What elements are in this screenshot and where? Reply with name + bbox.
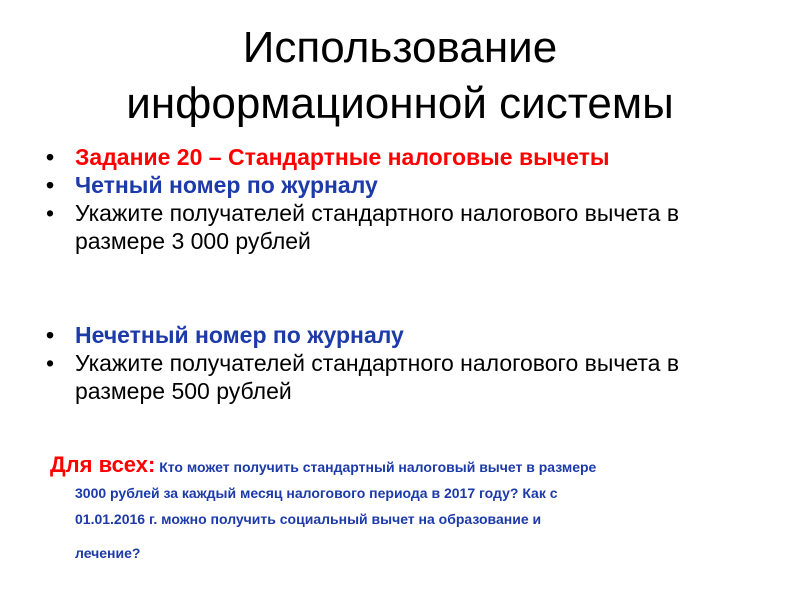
footer-line-2: 3000 рублей за каждый месяц налогового периода в 2017 году? Как с <box>75 485 558 501</box>
footer-line-3: 01.01.2016 г. можно получить социальный вычет на образование и <box>75 511 542 527</box>
slide-title-line-2: информационной системы <box>126 79 674 128</box>
footer-line-4: лечение? <box>75 545 141 561</box>
bullet-icon: • <box>46 322 55 348</box>
bullet-icon: • <box>46 350 55 376</box>
bullet-list <box>40 143 740 405</box>
bullet-item-odd-question <box>40 349 740 405</box>
footer-text-1: Кто может получить стандартный налоговый вычет в размере <box>155 459 597 475</box>
footer-question <box>40 452 760 566</box>
slide-title-line-1: Использование <box>242 23 558 72</box>
footer-line-1 <box>40 452 760 480</box>
bullet-icon: • <box>46 172 55 198</box>
bullet-item-odd <box>40 321 740 349</box>
bullet-text: Четный номер по журналу <box>75 172 378 198</box>
slide-title <box>0 20 800 132</box>
footer-lead: Для всех: <box>50 452 156 477</box>
bullet-item-even-question <box>40 199 740 255</box>
bullet-item-even <box>40 171 740 199</box>
bullet-spacer <box>40 255 740 321</box>
bullet-text: Нечетный номер по журналу <box>75 322 404 348</box>
bullet-text: Укажите получателей стандартного налогового вычета в размере 3 000 рублей <box>75 200 680 254</box>
bullet-item-task <box>40 143 740 171</box>
bullet-icon: • <box>46 200 55 226</box>
bullet-text: Задание 20 – Стандартные налоговые вычеты <box>75 144 610 170</box>
bullet-icon: • <box>46 144 55 170</box>
bullet-text: Укажите получателей стандартного налогового вычета в размере 500 рублей <box>75 350 680 404</box>
